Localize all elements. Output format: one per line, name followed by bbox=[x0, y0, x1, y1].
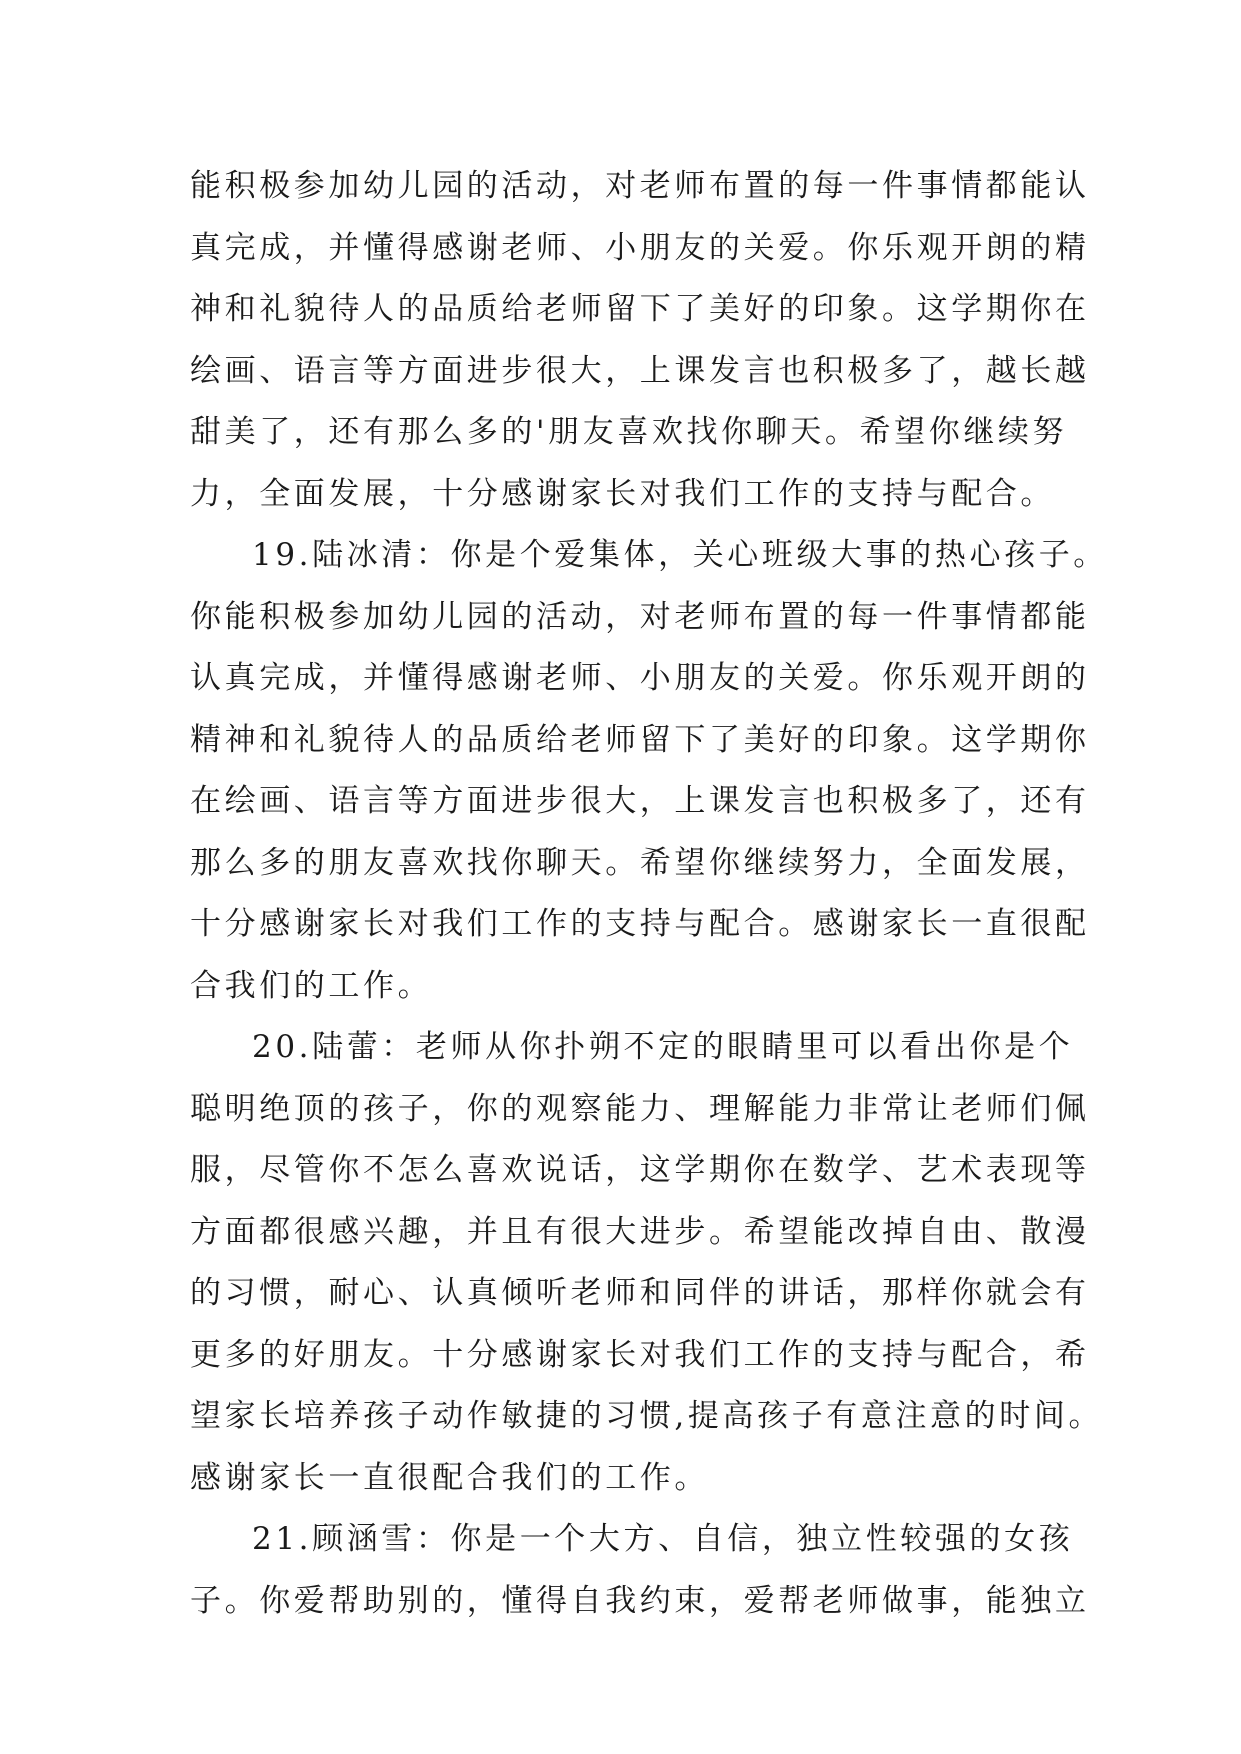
text-line: 更多的好朋友。十分感谢家长对我们工作的支持与配合，希 bbox=[190, 1336, 1090, 1373]
text-line: 合我们的工作。 bbox=[190, 967, 433, 1004]
text-line: 那么多的朋友喜欢找你聊天。希望你继续努力，全面发展， bbox=[190, 844, 1090, 881]
text-line: 神和礼貌待人的品质给老师留下了美好的印象。这学期你在 bbox=[190, 291, 1090, 327]
text-line: 聪明绝顶的孩子，你的观察能力、理解能力非常让老师们佩 bbox=[190, 1090, 1090, 1127]
text-line: 望家长培养孩子动作敏捷的习惯,提高孩子有意注意的时间。 bbox=[190, 1398, 1104, 1434]
text-line: 21.顾涵雪：你是一个大方、自信，独立性较强的女孩 bbox=[252, 1521, 1074, 1557]
text-line: 能积极参加幼儿园的活动，对老师布置的每一件事情都能认 bbox=[190, 168, 1090, 204]
text-line: 认真完成，并懂得感谢老师、小朋友的关爱。你乐观开朗的 bbox=[190, 660, 1090, 696]
text-line: 甜美了，还有那么多的'朋友喜欢找你聊天。希望你继续努 bbox=[190, 414, 1068, 450]
text-line: 方面都很感兴趣，并且有很大进步。希望能改掉自由、散漫 bbox=[190, 1213, 1090, 1250]
text-line: 你能积极参加幼儿园的活动，对老师布置的每一件事情都能 bbox=[190, 598, 1090, 635]
text-line: 十分感谢家长对我们工作的支持与配合。感谢家长一直很配 bbox=[190, 906, 1090, 942]
text-line: 20.陆蕾：老师从你扑朔不定的眼睛里可以看出你是个 bbox=[252, 1029, 1074, 1065]
text-line: 服，尽管你不怎么喜欢说话，这学期你在数学、艺术表现等 bbox=[190, 1152, 1090, 1188]
text-line: 子。你爱帮助别的，懂得自我约束，爱帮老师做事，能独立 bbox=[190, 1582, 1090, 1619]
text-line: 绘画、语言等方面进步很大，上课发言也积极多了，越长越 bbox=[190, 352, 1090, 389]
text-line: 在绘画、语言等方面进步很大，上课发言也积极多了，还有 bbox=[190, 783, 1090, 819]
text-line: 精神和礼貌待人的品质给老师留下了美好的印象。这学期你 bbox=[190, 721, 1090, 758]
document-body bbox=[190, 156, 1108, 1632]
text-line: 19.陆冰清：你是个爱集体，关心班级大事的热心孩子。 bbox=[252, 537, 1108, 573]
text-line: 真完成，并懂得感谢老师、小朋友的关爱。你乐观开朗的精 bbox=[190, 229, 1090, 266]
text-line: 的习惯，耐心、认真倾听老师和同伴的讲话，那样你就会有 bbox=[190, 1275, 1090, 1311]
text-line: 感谢家长一直很配合我们的工作。 bbox=[190, 1459, 709, 1496]
text-line: 力，全面发展，十分感谢家长对我们工作的支持与配合。 bbox=[190, 475, 1055, 512]
